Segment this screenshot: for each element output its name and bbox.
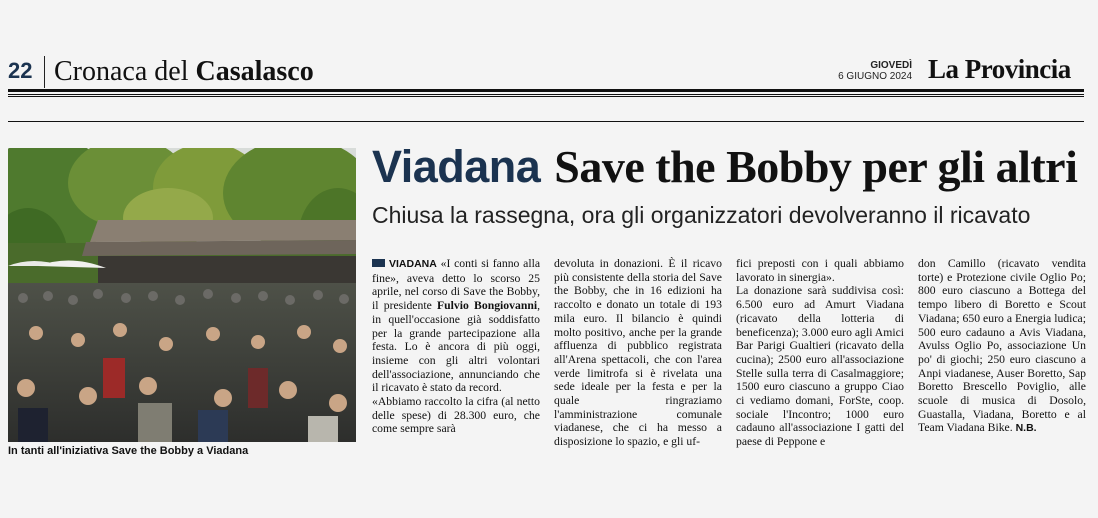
subheadline: Chiusa la rassegna, ora gli organizzatori devolveranno il ricavato	[372, 202, 1031, 228]
col2-text: devoluta in donazioni. È il ricavo più consistente della storia del Save the Bobby, che in 16 edizioni ha raccolto e donato un totale di 193 mila euro. Il bilancio è quindi molto positivo, anche per la grande affluenza di pubblico registrata all'Arena spettacoli, che con l'area verde limitrofa si è rivelata una sede ideale per la festa e per la quale ringraziamo l'amministrazione comunale viadanese, che ci ha messo a disposizione lo spazio, e gli uf-	[554, 257, 722, 449]
col1-text-b: , in quell'occasione già soddisfatto per la grande partecipazione alla festa. Lo è ancora di più oggi, insieme con gli altri volontari dell'associazione, annunciando che il ricavato è stato da record.	[372, 299, 540, 395]
article-column-2	[554, 257, 722, 449]
article-column-3	[736, 257, 904, 449]
header-rule-thin	[8, 94, 1084, 95]
issue-date	[820, 60, 912, 82]
header-divider	[44, 56, 45, 88]
page-number: 22	[8, 58, 33, 83]
section-prefix: Cronaca del	[54, 56, 196, 87]
crowd-photo-illustration	[8, 148, 356, 442]
article-photo	[8, 148, 356, 442]
col4-text: don Camillo (ricavato vendita torte) e Protezione civile Oglio Po; 800 euro ciascuno a Bottega del tempo libero di Boretto e Scout Viadana; 650 euro a Energia ludica; 500 euro cadauno a Avis Viadana, Avulss Oglio Po, associazione Un po' di giochi; 250 euro ciascuno a Anpi viadanese, Auser Boretto, Sap Boretto Brescello Poviglio, alle scuole di musica di Dosolo, Guastalla, Viadana, Boretto e al Team Viadana Bike.	[918, 257, 1086, 435]
section-name: Casalasco	[195, 56, 314, 87]
header-rule	[8, 89, 1084, 92]
col3-paragraph-1: fici preposti con i quali abbiamo lavorato in sinergia».	[736, 257, 904, 284]
person-name: Fulvio Bongiovanni	[437, 299, 538, 313]
col1-paragraph-2: «Abbiamo raccolto la cifra (al netto delle spese) di 28.300 euro, che come sempre sarà	[372, 395, 540, 436]
dateline: VIADANA	[389, 258, 437, 270]
headline-text: Save the Bobby per gli altri	[554, 141, 1078, 192]
article-top-rule	[8, 121, 1084, 122]
col1-text-a: «I conti si fanno alla fine», aveva detto lo scorso 25 aprile, nel corso di Save the Bobby, il presidente	[372, 257, 541, 313]
headline	[372, 140, 1077, 193]
photo-caption: In tanti all'iniziativa Save the Bobby a Viadana	[8, 445, 249, 457]
headline-location: Viadana	[372, 141, 541, 192]
article-column-1	[372, 257, 540, 436]
newspaper-logo: La Provincia	[928, 54, 1071, 84]
square-marker-icon	[372, 259, 385, 267]
header-rule-thin-2	[8, 96, 1084, 97]
section-title	[54, 56, 314, 88]
author-signature: N.B.	[1015, 422, 1037, 435]
col3-paragraph-2: La donazione sarà suddivisa così: 6.500 euro ad Amurt Viadana (ricavato della lotteria di beneficenza); 3.000 euro agli Amici Bar Parigi Gualtieri (ricavato della cucina); 2500 euro all'associazione Stelle sulla terra di Casalmaggiore; 1500 euro ciascuno a gruppo Ciao ci vediamo domani, ForSte, coop. sociale l'Incontro; 1000 euro cadauno all'associazione I gatti del paese di Peppone e	[736, 284, 904, 449]
date-text: 6 GIUGNO 2024	[838, 71, 912, 82]
weekday: GIOVEDÌ	[870, 60, 912, 71]
article-column-4	[918, 257, 1086, 436]
